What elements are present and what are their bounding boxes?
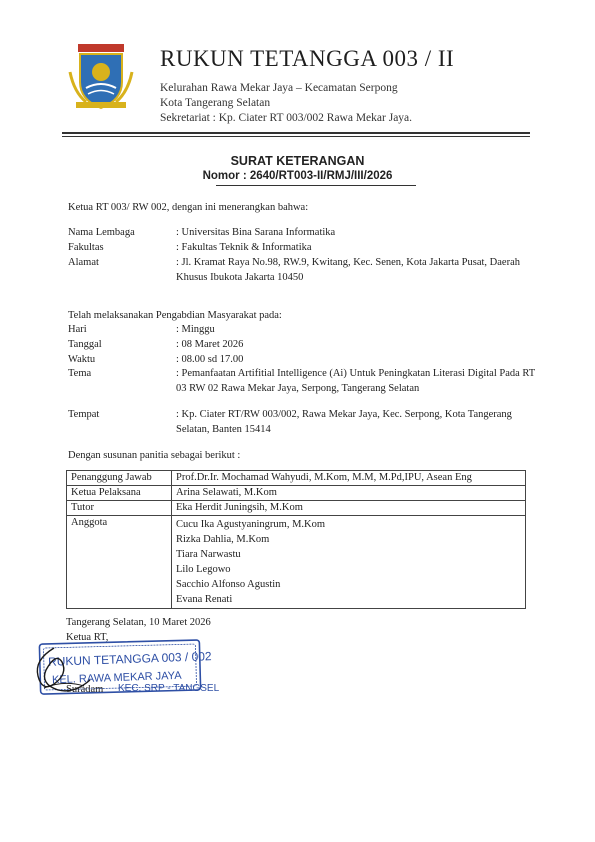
- org-subtitle-kelurahan: Kelurahan Rawa Mekar Jaya – Kecamatan Serpong: [160, 82, 398, 94]
- activity-label: Tempat: [68, 409, 100, 420]
- institution-value: : Jl. Kramat Raya No.98, RW.9, Kwitang, Kec. Senen, Kota Jakarta Pusat, Daerah Khusus Ibukota Jakarta 10450: [176, 257, 520, 283]
- activity-label: Hari: [68, 324, 87, 335]
- committee-member: Rizka Dahlia, M.Kom: [176, 534, 270, 545]
- closing-place-date: Tangerang Selatan, 10 Maret 2026: [66, 617, 211, 628]
- stamp-line-3: KEC. SRP - TANGSEL: [118, 683, 220, 694]
- activity-value: : Kp. Ciater RT/RW 003/002, Rawa Mekar Jaya, Kec. Serpong, Kota Tangerang Selatan, Banten 15414: [176, 409, 512, 435]
- activity-value: : 08.00 sd 17.00: [176, 354, 244, 365]
- committee-role: Ketua Pelaksana: [67, 486, 172, 501]
- stamp-line-2: KEL. RAWA MEKAR JAYA: [51, 669, 182, 687]
- activity-value: : Minggu: [176, 324, 215, 335]
- activity-value: : 08 Maret 2026: [176, 339, 244, 350]
- committee-member: Evana Renati: [176, 594, 233, 605]
- table-row: [67, 516, 526, 609]
- letterhead-rule-thin: [62, 136, 530, 137]
- stamp-line-1: RUKUN TETANGGA 003 / 002: [47, 649, 212, 669]
- document-number-underline: [216, 185, 416, 186]
- committee-name: Prof.Dr.Ir. Mochamad Wahyudi, M.Kom, M.M, M.Pd,IPU, Asean Eng: [172, 471, 526, 486]
- table-row: [67, 471, 526, 486]
- org-secretariat-address: Sekretariat : Kp. Ciater RT 003/002 Rawa Mekar Jaya.: [160, 112, 413, 124]
- institution-label: Alamat: [68, 257, 99, 268]
- activity-intro: Telah melaksanakan Pengabdian Masyarakat pada:: [68, 310, 282, 321]
- org-subtitle-city: Kota Tangerang Selatan: [160, 97, 271, 109]
- org-title: RUKUN TETANGGA 003 / II: [160, 46, 455, 71]
- activity-label: Tema: [68, 368, 92, 379]
- opening-statement: Ketua RT 003/ RW 002, dengan ini menerangkan bahwa:: [68, 202, 309, 213]
- city-emblem-logo: [66, 42, 136, 112]
- committee-role: Penanggung Jawab: [67, 471, 172, 486]
- committee-member: Cucu Ika Agustyaningrum, M.Kom: [176, 519, 326, 530]
- institution-label: Nama Lembaga: [68, 227, 135, 238]
- committee-role: Anggota: [67, 516, 172, 609]
- table-row: [67, 486, 526, 501]
- signer-name: Suradam: [66, 684, 104, 695]
- activity-label: Tanggal: [68, 339, 102, 350]
- activity-value: : Pemanfaatan Artifitial Intelligence (Ai) Untuk Peningkatan Literasi Digital Pada RT 03 RW 02 Rawa Mekar Jaya, Serpong, Tangerang Selatan: [176, 368, 535, 394]
- table-row: [67, 501, 526, 516]
- committee-intro: Dengan susunan panitia sebagai berikut :: [68, 450, 241, 461]
- activity-label: Waktu: [68, 354, 96, 365]
- committee-table: [66, 470, 526, 609]
- committee-name: Eka Herdit Juningsih, M.Kom: [172, 501, 526, 516]
- institution-value: : Universitas Bina Sarana Informatika: [176, 227, 336, 238]
- closing-position: Ketua RT,: [66, 632, 109, 643]
- committee-member: Tiara Narwastu: [176, 549, 241, 560]
- institution-value: : Fakultas Teknik & Informatika: [176, 242, 312, 253]
- committee-name: Arina Selawati, M.Kom: [172, 486, 526, 501]
- committee-member: Lilo Legowo: [176, 564, 231, 575]
- letterhead-rule-thick: [62, 132, 530, 134]
- institution-label: Fakultas: [68, 242, 104, 253]
- committee-member: Sacchio Alfonso Agustin: [176, 579, 281, 590]
- document-number: Nomor : 2640/RT003-II/RMJ/III/2026: [202, 170, 393, 182]
- document-title: SURAT KETERANGAN: [230, 154, 365, 168]
- committee-role: Tutor: [67, 501, 172, 516]
- committee-member-list: [172, 516, 526, 609]
